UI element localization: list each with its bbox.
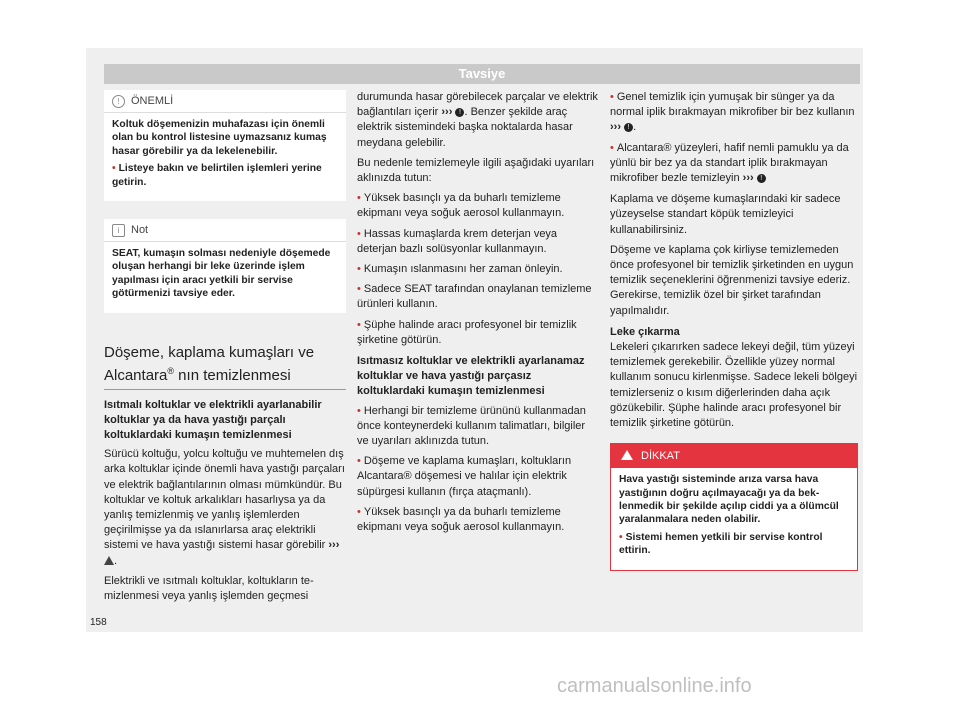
bullet-icon: • [357, 283, 361, 296]
reference-arrow: ››› [441, 106, 453, 119]
list-item: • Hassas kumaşlarda krem deterjan veya deterjan bazlı solüsyonlar kullanmayın. [357, 227, 558, 255]
reference-arrow: ››› [610, 121, 621, 134]
subheading-unheated-seats: Isıtmasız koltuklar ve elektrikli ayarlanamaz koltuklar ve hava yastığı parçasız koltuklardaki kumaşın temizlenmesi [357, 355, 585, 398]
bullet-icon: • [357, 505, 361, 518]
warning-box-body [611, 468, 857, 569]
list-item: • Sadece SEAT tarafından onaylanan temizleme ürünleri kullanın. [357, 283, 592, 311]
bullet-icon: • [357, 404, 361, 417]
section-title: Döşeme, kaplama kumaşları ve Alcantara® nın temizlenmesi [104, 343, 315, 384]
bullet-list [610, 90, 858, 186]
column-left [104, 90, 346, 609]
section-header: Tavsiye [104, 64, 860, 84]
bullet-icon: • [610, 141, 614, 154]
list-item: • Genel temizlik için yumuşak bir sünger ya da normal iplik bırakmayan mikrofiber bir bez kullanın ››› ! . [610, 91, 855, 134]
paragraph: Elektrikli ve ısıtmalı koltuklar, koltukların temizlenmesi veya yanlış işlemden geçmesi [104, 574, 314, 603]
exclamation-circle-icon: ! [757, 174, 766, 183]
subheading-heated-seats: Isıtmalı koltuklar ve elektrikli ayarlanabilir koltuklar ya da hava yastığı parçalı koltuklardaki kumaşın temizlenmesi [104, 398, 322, 442]
paragraph: Döşeme ve kaplama çok kirliyse temizlemeden önce profesyonel bir temizlik şirketinden en uygun temizlik seçeneklerini öğrenmenizi tavsiye ederiz. Gerekirse, temizlik özel bir şirket tarafından yapılmalıdır. [610, 243, 854, 317]
important-text: Koltuk döşemenizin muhafazası için önemli olan bu kontrol listesine uymazsanız kumaş hasar görebilir ya da lekelenebilir. [112, 119, 327, 157]
note-text: SEAT, kumaşın solması nedeniyle döşemede oluşan herhangi bir leke üzerinde işlem yapılması için aracı yetkili bir servise götürmenizi tavsiye eder. [112, 248, 331, 300]
reference-arrow: ››› [742, 172, 754, 185]
paragraph: Bu nedenle temizlemeyle ilgili aşağıdaki uyarıları aklınızda tutun: [357, 156, 595, 185]
list-item: • Yüksek basınçlı ya da buharlı temizleme ekipmanı veya soğuk aerosol kullanmayın. [357, 192, 565, 220]
warning-box-header: DİKKAT [611, 444, 857, 468]
page-number: 158 [90, 617, 107, 628]
warning-bullet: • Sistemi hemen yetkili bir servise kontrol ettirin. [619, 531, 823, 557]
warning-triangle-icon [621, 450, 633, 460]
exclamation-circle-icon: ! [455, 108, 464, 117]
list-item: • Kumaşın ıslanmasını her zaman önleyin. [357, 263, 563, 276]
bullet-icon: • [112, 163, 116, 175]
paragraph: Kaplama ve döşeme kumaşlarındaki kir sadece yüzeyselse standart köpük temizleyici kullanabilirsiniz. [610, 193, 841, 236]
exclamation-icon: ! [112, 95, 125, 108]
important-box [104, 90, 346, 201]
list-item: • Yüksek basınçlı ya da buharlı temizleme ekipmanı veya soğuk aerosol kullanmayın. [357, 505, 565, 534]
warning-triangle-icon [104, 556, 114, 565]
info-icon: i [112, 224, 125, 237]
list-item: • Şüphe halinde aracı profesyonel bir temizlik şirketine götürün. [357, 318, 577, 346]
column-right [610, 90, 858, 571]
section-divider [104, 389, 346, 390]
bullet-icon: • [357, 455, 361, 468]
bullet-icon: • [357, 192, 361, 205]
important-box-body [104, 113, 346, 201]
exclamation-circle-icon: ! [624, 123, 633, 132]
subheading-stain-removal: Leke çıkarma [610, 325, 680, 338]
column-middle [357, 90, 599, 540]
list-item: • Alcantara® yüzeyleri, hafif nemli pamuklu ya da yünlü bir bez ya da standart iplik bırakmayan mikrofiber bezle temizleyin ››› ! [610, 141, 849, 185]
reference-arrow: ››› [328, 539, 340, 552]
bullet-icon: • [357, 227, 361, 240]
bullet-list [357, 404, 599, 536]
warning-box [610, 443, 858, 570]
paragraph: durumunda hasar görebilecek parçalar ve elektrik bağlantıları içerir ››› ! . Benzer şekilde araç elektrik sistemindeki başka noktalarda hasar meydana gelebilir. [357, 91, 598, 149]
important-box-header: ! ÖNEMLİ [104, 90, 346, 113]
paragraph: Lekeleri çıkarırken sadece lekeyi değil, tüm yüzeyi temizlemek gerekebilir. Özellikle yüzey normal kullanım sonucu kirlenmişse. Sadece lekeli bölgeyi temizlerseniz o kısım diğerlerinden daha açık gözükebilir. Şüphe halinde aracı profesyonel bir temizlik şirketine götürün. [610, 341, 858, 430]
paragraph: Sürücü koltuğu, yolcu koltuğu ve muhtemelen dış arka koltuklar içinde önemli hava yastığı parçaları ve elektrik bağlantılarının olması mümkündür. Bu koltuklar ve koltuk arkalıkları hasarlıysa ya da yanlış temizlenmiş ve yanlış işlemlerden geçirilmişse ya da ıslanırlarsa araç elektrikli sistemi ve hava yastığı sistemi hasar görebilir ››› . [104, 448, 345, 567]
warning-text: Hava yastığı sisteminde arıza varsa hava yastığının doğru açılmayacağı ya da beklenmedik bir şekilde açılıp ciddi ya a ölümcül yaralanmalara neden olabilir. [619, 474, 839, 526]
bullet-list [357, 191, 599, 348]
bullet-icon: • [610, 91, 614, 103]
list-item: • Döşeme ve kaplama kumaşları, koltukların Alcantara® döşemesi ve halılar için elektrik süpürgesi kullanın (fırça ataçmanlı). [357, 455, 572, 498]
note-box [104, 219, 346, 313]
note-box-body [104, 242, 346, 313]
important-bullet: • Listeye bakın ve belirtilen işlemleri yerine getirin. [112, 163, 322, 188]
watermark: carmanualsonline.info [557, 675, 752, 697]
bullet-icon: • [357, 318, 361, 331]
list-item: • Herhangi bir temizleme ürününü kullanmadan önce konteynerdeki kullanım talimatları, bilgiler ve uyarıları aklınızda tutun. [357, 404, 586, 448]
bullet-icon: • [619, 531, 623, 543]
note-box-header: i Not [104, 219, 346, 242]
bullet-icon: • [357, 263, 361, 276]
